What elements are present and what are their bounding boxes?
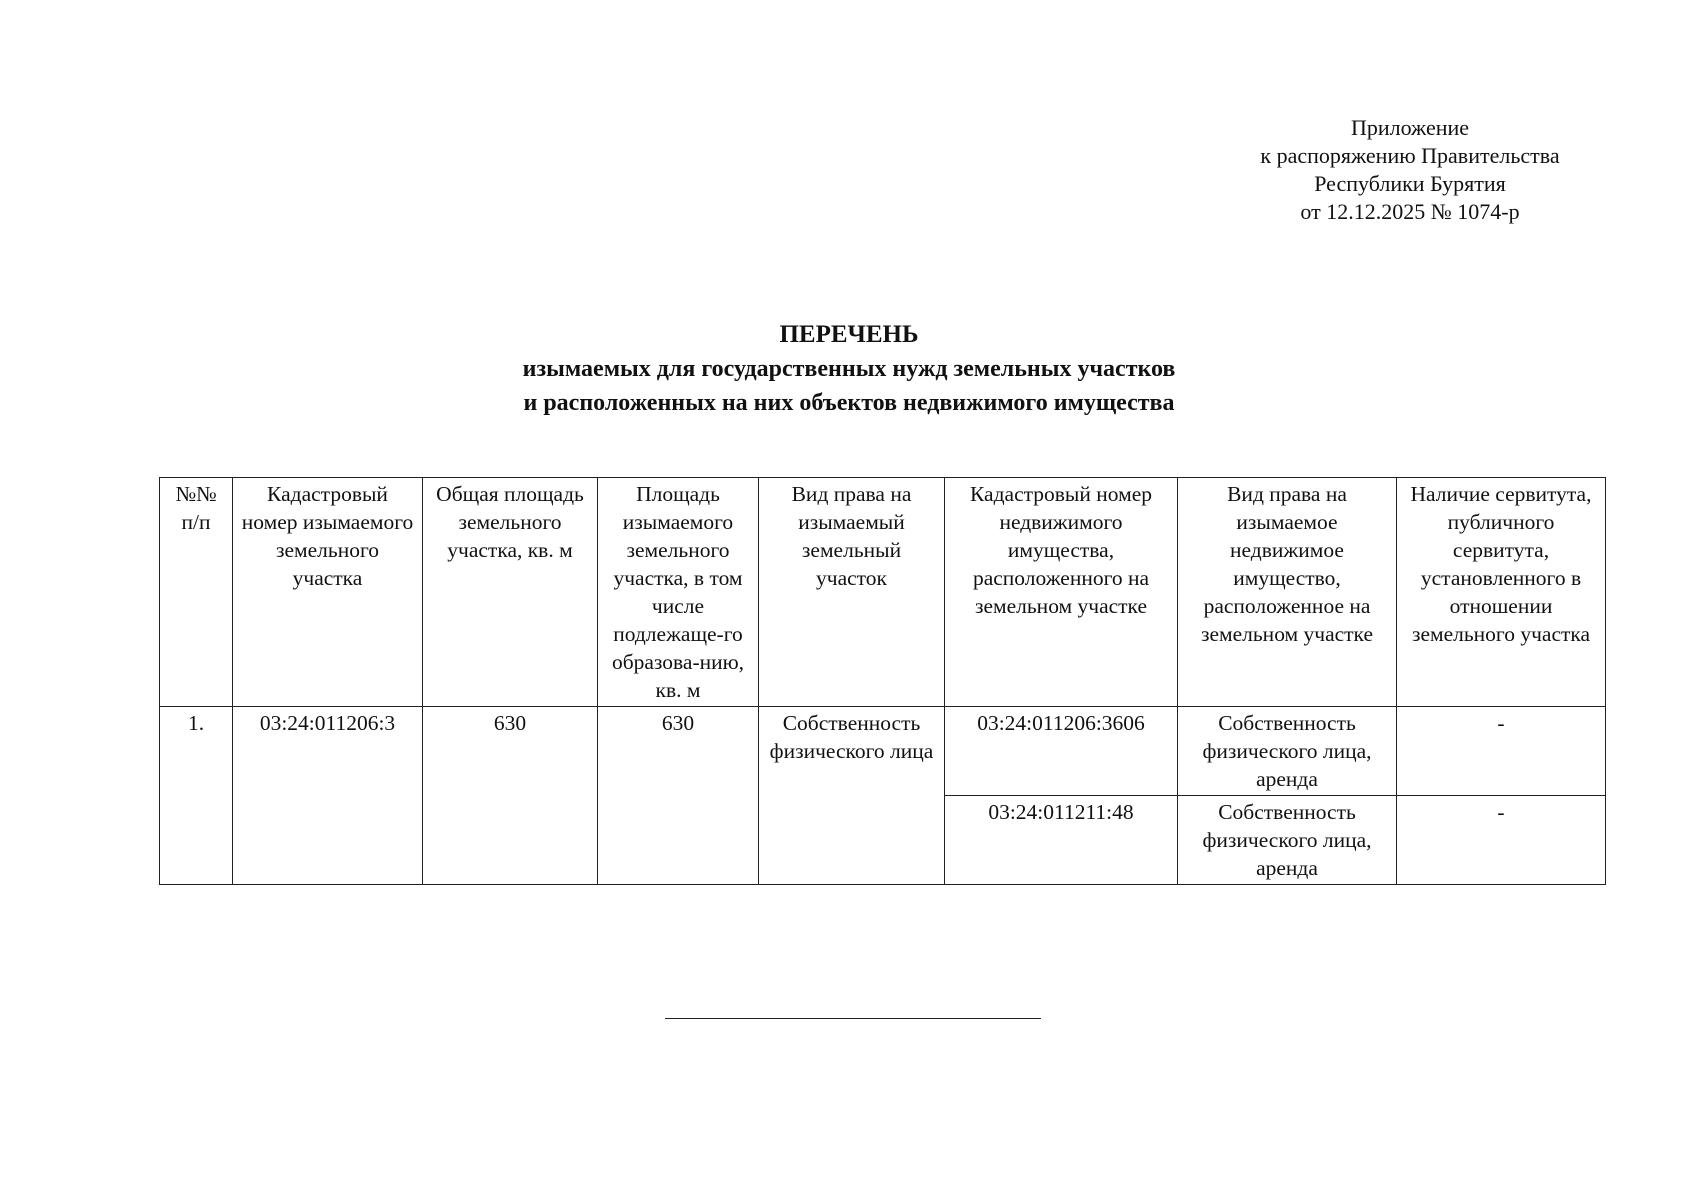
appendix-label: Приложение <box>1350 115 1470 140</box>
cell-land-right: Собственность физического лица <box>759 707 945 885</box>
cell-seized-area: 630 <box>598 707 759 885</box>
cell-servitude: - <box>1397 796 1606 885</box>
cell-object-cadastral: 03:24:011206:3606 <box>945 707 1178 796</box>
header-servitude: Наличие сервитута, публичного сервитута, установленного в отношении земельного участка <box>1397 478 1606 707</box>
title-subheading-2: и расположенных на них объектов недвижимого имущества <box>523 390 1175 416</box>
land-parcels-table <box>159 477 1606 885</box>
cell-number: 1. <box>160 707 233 885</box>
table-row <box>160 707 1606 796</box>
appendix-block <box>1230 114 1590 226</box>
table-header-row <box>160 478 1606 707</box>
cell-total-area: 630 <box>423 707 598 885</box>
header-land-cadastral: Кадастровый номер изымаемого земельного участка <box>233 478 423 707</box>
title-heading: ПЕРЕЧЕНЬ <box>779 321 919 348</box>
header-object-right: Вид права на изымаемое недвижимое имущество, расположенное на земельном участке <box>1178 478 1397 707</box>
header-object-cadastral: Кадастровый номер недвижимого имущества, расположенного на земельном участке <box>945 478 1178 707</box>
cell-servitude: - <box>1397 707 1606 796</box>
closing-line <box>665 1018 1041 1019</box>
title-subheading-1: изымаемых для государственных нужд земельных участков <box>522 356 1176 382</box>
appendix-order-ref: к распоряжению Правительства <box>1260 143 1560 168</box>
cell-object-right: Собственность физического лица, аренда <box>1178 796 1397 885</box>
header-land-right: Вид права на изымаемый земельный участок <box>759 478 945 707</box>
cell-object-cadastral: 03:24:011211:48 <box>945 796 1178 885</box>
appendix-date-number: от 12.12.2025 № 1074-р <box>1300 199 1520 224</box>
header-seized-area: Площадь изымаемого земельного участка, в том числе подлежаще-го образова-нию, кв. м <box>598 478 759 707</box>
cell-land-cadastral: 03:24:011206:3 <box>233 707 423 885</box>
header-number: №№ п/п <box>160 478 233 707</box>
header-total-area: Общая площадь земельного участка, кв. м <box>423 478 598 707</box>
document-title <box>0 318 1698 420</box>
appendix-republic: Республики Бурятия <box>1314 171 1506 196</box>
cell-object-right: Собственность физического лица, аренда <box>1178 707 1397 796</box>
